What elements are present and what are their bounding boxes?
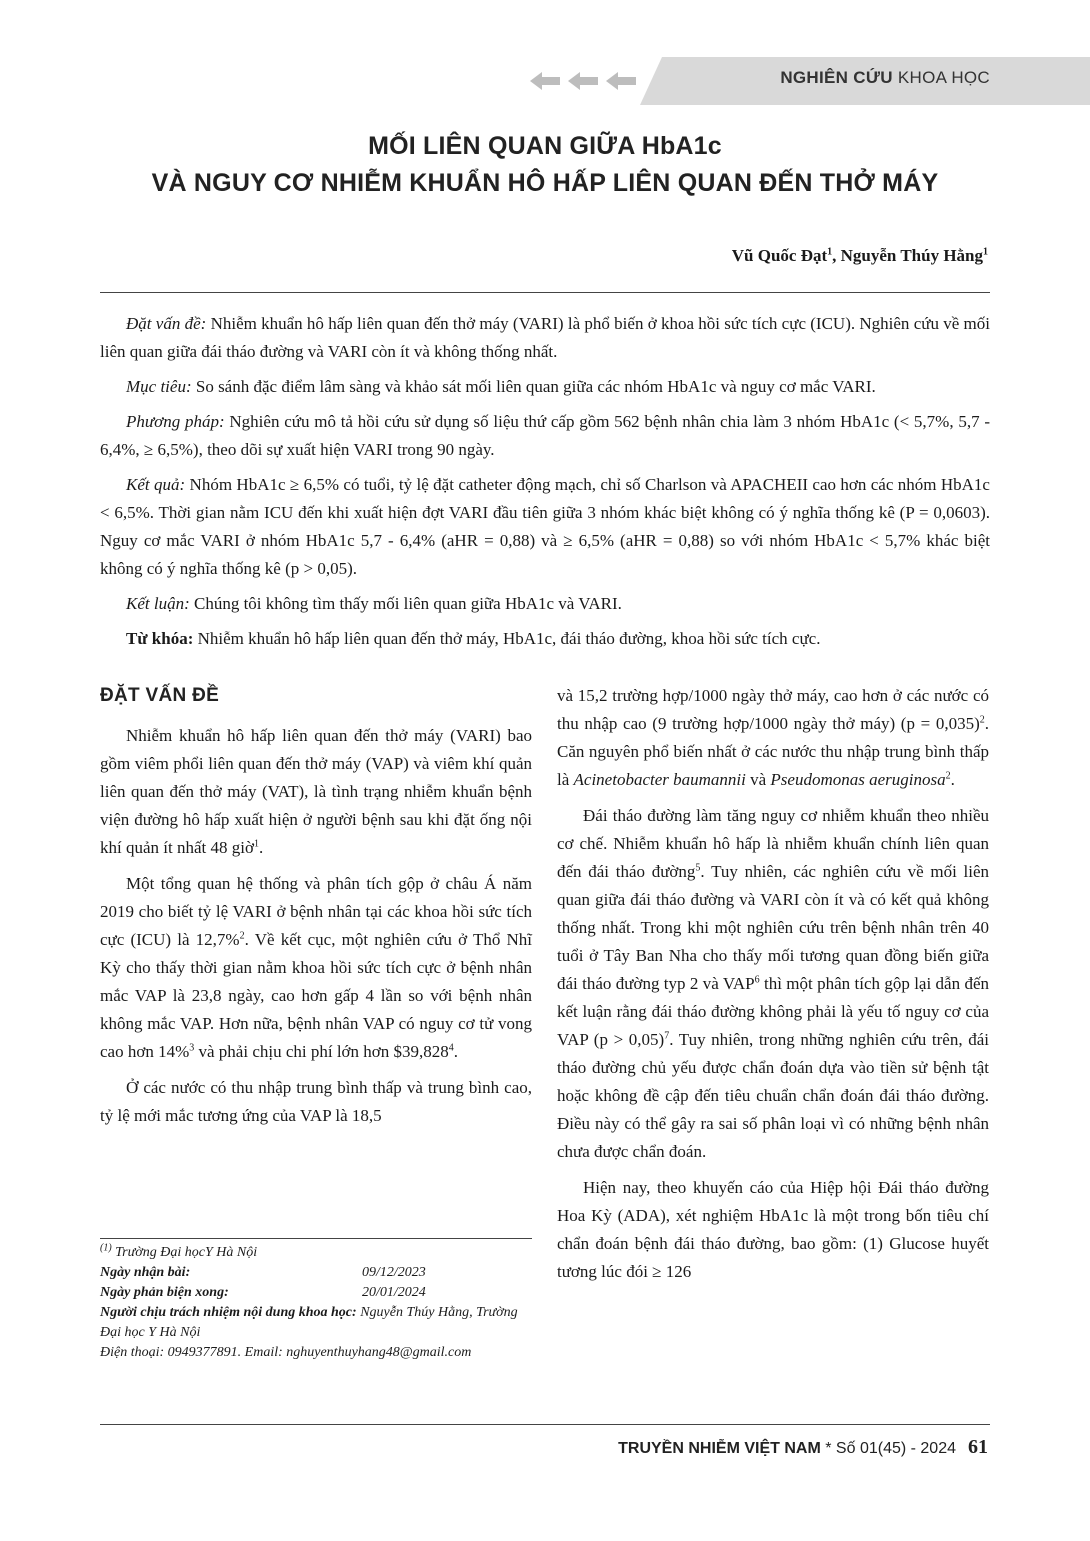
abstract-keywords: Từ khóa: Nhiễm khuẩn hô hấp liên quan đến thở máy, HbA1c, đái tháo đường, khoa hồi sức tích cực. (126, 629, 821, 648)
paragraph: và 15,2 trường hợp/1000 ngày thở máy, cao hơn ở các nước có thu nhập cao (9 trường hợp/1000 ngày thở máy) (p = 0,035)$^2$. Căn nguyên phổ biến nhất ở các nước thu nhập trung bình thấp là Acinetobacter baumannii và Pseudomonas aeruginosa$^2$. (557, 686, 989, 789)
section-heading: ĐẶT VẤN ĐỀ (100, 685, 220, 706)
paragraph: Đái tháo đường làm tăng nguy cơ nhiễm khuẩn theo nhiều cơ chế. Nhiễm khuẩn hô hấp là nhiễm khuẩn chính liên quan đến đái tháo đường$^5$. Tuy nhiên, các nghiên cứu về mối liên quan giữa đái tháo đường và VARI còn ít và có kết quả không thống nhất. Trong khi một nghiên cứu trên bệnh nhân trên 40 tuổi ở Tây Ban Nha cho thấy mối tương quan đồng biến giữa đái tháo đường typ 2 và VAP$^6$ thì một phân tích gộp lại dẫn đến kết luận rằng đái tháo đường không phải là yếu tố nguy cơ của VAP (p > 0,05)$^7$. Tuy nhiên, trong những nghiên cứu trên, đái tháo đường chủ yếu được chẩn đoán dựa vào tiền sử bệnh tật hoặc không đề cập đến tiêu chuẩn chẩn đoán đái tháo đường. Điều này có thể gây ra sai số phân loại vì có những bệnh nhân chưa được chẩn đoán. (557, 806, 989, 1161)
page-number: 61 (968, 1436, 988, 1458)
reviewed-date: Ngày phản biện xong: 20/01/2024 (100, 1285, 426, 1300)
footer: TRUYỀN NHIỄM VIỆT NAM * Số 01(45) - 2024 61 (618, 1436, 988, 1458)
title-line-1: MỐI LIÊN QUAN GIỮA HbA1c (368, 132, 722, 160)
authors: Vũ Quốc Đạt$^1$, Nguyễn Thúy Hằng$^1$ (731, 246, 988, 265)
section-label: NGHIÊN CỨU KHOA HỌC (780, 68, 990, 87)
contact-info: Điện thoại: 0949377891. Email: nghuyenthuyhang48@gmail.com (100, 1345, 472, 1360)
responsible-person: Người chịu trách nhiệm nội dung khoa học: Nguyễn Thúy Hằng, Trường Đại học Y Hà Nội (100, 1305, 518, 1340)
footer-divider (100, 1424, 990, 1425)
left-column (100, 682, 532, 1138)
title-line-2: VÀ NGUY CƠ NHIỄM KHUẨN HÔ HẤP LIÊN QUAN ĐẾN THỞ MÁY (151, 169, 939, 197)
paragraph: Ở các nước có thu nhập trung bình thấp và trung bình cao, tỷ lệ mới mắc tương ứng của VAP là 18,5 (100, 1078, 532, 1125)
footnote-divider (100, 1238, 532, 1239)
abstract-objective: Mục tiêu: So sánh đặc điểm lâm sàng và khảo sát mối liên quan giữa các nhóm HbA1c và nguy cơ mắc VARI. (126, 377, 876, 396)
abstract (100, 310, 990, 660)
divider (100, 292, 990, 293)
affiliation: $^{(1)}$ Trường Đại họcY Hà Nội (100, 1242, 258, 1260)
article-title (60, 128, 1030, 202)
header-arrows-icon (530, 66, 640, 96)
abstract-conclusion: Kết luận: Chúng tôi không tìm thấy mối liên quan giữa HbA1c và VARI. (126, 594, 622, 613)
footnote (100, 1243, 536, 1363)
paragraph: Một tổng quan hệ thống và phân tích gộp ở châu Á năm 2019 cho biết tỷ lệ VARI ở bệnh nhân tại các khoa hồi sức tích cực (ICU) là 12,7%$^2$. Về kết cục, một nghiên cứu ở Thổ Nhĩ Kỳ cho thấy thời gian nằm khoa hồi sức tích cực ở bệnh nhân mắc VAP là 23,8 ngày, cao hơn gấp 4 lần so với bệnh nhân không mắc VAP. Hơn nữa, bệnh nhân VAP có nguy cơ tử vong cao hơn 14%$^3$ và phải chịu chi phí lớn hơn $39,828$^4$. (100, 874, 532, 1061)
abstract-results: Kết quả: Nhóm HbA1c ≥ 6,5% có tuổi, tỷ lệ đặt catheter động mạch, chỉ số Charlson và APACHEII cao hơn các nhóm HbA1c < 6,5%. Thời gian nằm ICU đến khi xuất hiện đợt VARI đầu tiên giữa 3 nhóm khác biệt không có ý nghĩa thống kê (P = 0,0603). Nguy cơ mắc VARI ở nhóm HbA1c 5,7 - 6,4% (aHR = 0,88) và ≥ 6,5% (aHR = 0,88) so với nhóm HbA1c < 5,7% khác biệt không có ý nghĩa thống kê (p > 0,05). (100, 475, 990, 578)
paragraph: Nhiễm khuẩn hô hấp liên quan đến thở máy (VARI) bao gồm viêm phổi liên quan đến thở máy (VAP) và viêm khí quản liên quan đến thở máy (VAT), là tình trạng nhiễm khuẩn bệnh viện đường hô hấp xuất hiện ở người bệnh sau khi đặt ống nội khí quản ít nhất 48 giờ$^1$. (100, 726, 532, 857)
abstract-background: Đặt vấn đề: Nhiễm khuẩn hô hấp liên quan đến thở máy (VARI) là phổ biến ở khoa hồi sức tích cực (ICU). Nghiên cứu về mối liên quan giữa đái tháo đường và VARI còn ít và không thống nhất. (100, 314, 990, 361)
right-column (557, 682, 989, 1294)
received-date: Ngày nhận bài: 09/12/2023 (100, 1265, 426, 1280)
paragraph: Hiện nay, theo khuyến cáo của Hiệp hội Đái tháo đường Hoa Kỳ (ADA), xét nghiệm HbA1c là một trong bốn tiêu chí chẩn đoán bệnh đái tháo đường, bao gồm: (1) Glucose huyết tương lúc đói ≥ 126 (557, 1178, 989, 1281)
abstract-methods: Phương pháp: Nghiên cứu mô tả hồi cứu sử dụng số liệu thứ cấp gồm 562 bệnh nhân chia làm 3 nhóm HbA1c (< 5,7%, 5,7 - 6,4%, ≥ 6,5%), theo dõi sự xuất hiện VARI trong 90 ngày. (100, 412, 991, 459)
